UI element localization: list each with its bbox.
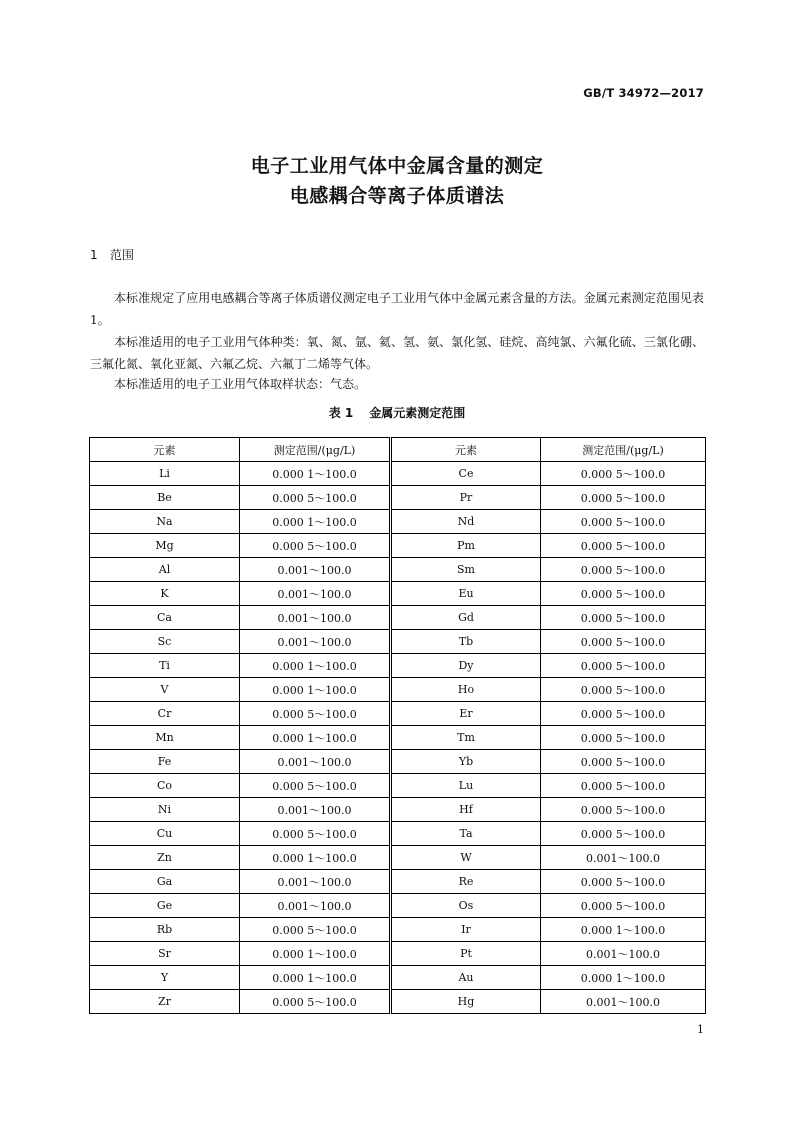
cell-range-left: 0.000 1～100.0	[240, 942, 391, 966]
cell-element-right: Dy	[391, 654, 541, 678]
cell-element-right: Lu	[391, 774, 541, 798]
paragraph-sampling-state: 本标准适用的电子工业用气体取样状态：气态。	[114, 377, 367, 391]
header-element-right: 元素	[391, 438, 541, 462]
cell-element-left: Ga	[90, 870, 240, 894]
cell-range-right: 0.000 5～100.0	[541, 486, 706, 510]
cell-range-left: 0.001～100.0	[240, 750, 391, 774]
cell-element-right: Pt	[391, 942, 541, 966]
table-row	[90, 750, 706, 774]
cell-element-left: Al	[90, 558, 240, 582]
table-row	[90, 558, 706, 582]
cell-range-left: 0.000 5～100.0	[240, 486, 391, 510]
cell-range-left: 0.001～100.0	[240, 870, 391, 894]
cell-element-left: Ti	[90, 654, 240, 678]
cell-element-right: Au	[391, 966, 541, 990]
cell-range-left: 0.000 5～100.0	[240, 918, 391, 942]
cell-range-left: 0.000 5～100.0	[240, 534, 391, 558]
cell-element-left: V	[90, 678, 240, 702]
table-row	[90, 486, 706, 510]
table-row	[90, 966, 706, 990]
cell-element-left: Sc	[90, 630, 240, 654]
cell-element-left: Na	[90, 510, 240, 534]
header-element-left: 元素	[90, 438, 240, 462]
cell-element-right: Ta	[391, 822, 541, 846]
cell-range-left: 0.001～100.0	[240, 582, 391, 606]
table-row	[90, 678, 706, 702]
cell-range-left: 0.001～100.0	[240, 798, 391, 822]
cell-range-right: 0.000 5～100.0	[541, 654, 706, 678]
table-title: 金属元素测定范围	[369, 406, 466, 420]
document-title-line1: 电子工业用气体中金属含量的测定	[250, 155, 544, 177]
standard-code: GB/T 34972—2017	[583, 86, 704, 100]
document-title-line2: 电感耦合等离子体质谱法	[289, 185, 505, 207]
cell-range-right: 0.001～100.0	[541, 990, 706, 1014]
cell-range-right: 0.000 5～100.0	[541, 606, 706, 630]
cell-element-right: Ho	[391, 678, 541, 702]
cell-range-right: 0.000 1～100.0	[541, 918, 706, 942]
cell-range-left: 0.000 1～100.0	[240, 654, 391, 678]
cell-range-right: 0.000 5～100.0	[541, 678, 706, 702]
table-row	[90, 990, 706, 1014]
cell-element-left: Fe	[90, 750, 240, 774]
cell-element-right: Sm	[391, 558, 541, 582]
cell-element-right: Os	[391, 894, 541, 918]
cell-element-right: Re	[391, 870, 541, 894]
cell-range-left: 0.000 5～100.0	[240, 774, 391, 798]
cell-range-left: 0.000 1～100.0	[240, 846, 391, 870]
table-row	[90, 918, 706, 942]
section-title: 范围	[110, 248, 135, 262]
table-row	[90, 726, 706, 750]
cell-element-left: Li	[90, 462, 240, 486]
table-row	[90, 702, 706, 726]
cell-element-right: Eu	[391, 582, 541, 606]
table-row	[90, 630, 706, 654]
table-row	[90, 606, 706, 630]
cell-range-left: 0.001～100.0	[240, 630, 391, 654]
cell-element-left: Y	[90, 966, 240, 990]
cell-range-left: 0.000 5～100.0	[240, 990, 391, 1014]
cell-element-left: Zr	[90, 990, 240, 1014]
cell-element-right: Ce	[391, 462, 541, 486]
cell-range-right: 0.000 5～100.0	[541, 558, 706, 582]
cell-range-left: 0.001～100.0	[240, 558, 391, 582]
header-range-right: 测定范围/(μg/L)	[541, 438, 706, 462]
cell-element-right: Yb	[391, 750, 541, 774]
cell-range-right: 0.000 5～100.0	[541, 750, 706, 774]
table-row	[90, 942, 706, 966]
element-range-table	[89, 437, 706, 1014]
cell-range-left: 0.000 1～100.0	[240, 462, 391, 486]
cell-element-left: Rb	[90, 918, 240, 942]
cell-range-right: 0.000 5～100.0	[541, 798, 706, 822]
cell-element-left: Cr	[90, 702, 240, 726]
cell-range-left: 0.000 5～100.0	[240, 822, 391, 846]
cell-range-right: 0.000 5～100.0	[541, 582, 706, 606]
cell-element-left: Sr	[90, 942, 240, 966]
table-caption	[0, 404, 794, 421]
page-number: 1	[697, 1023, 704, 1036]
cell-element-left: Cu	[90, 822, 240, 846]
cell-element-right: Tb	[391, 630, 541, 654]
cell-range-right: 0.000 5～100.0	[541, 774, 706, 798]
table-row	[90, 462, 706, 486]
cell-range-right: 0.000 1～100.0	[541, 966, 706, 990]
cell-range-left: 0.001～100.0	[240, 894, 391, 918]
header-range-left: 测定范围/(μg/L)	[240, 438, 391, 462]
cell-element-left: Ni	[90, 798, 240, 822]
cell-range-left: 0.000 1～100.0	[240, 966, 391, 990]
cell-range-right: 0.000 5～100.0	[541, 822, 706, 846]
cell-range-right: 0.000 5～100.0	[541, 894, 706, 918]
cell-range-right: 0.001～100.0	[541, 846, 706, 870]
cell-element-right: Er	[391, 702, 541, 726]
paragraph-scope: 本标准规定了应用电感耦合等离子体质谱仪测定电子工业用气体中金属元素含量的方法。金属元素测定范围见表1。	[90, 291, 704, 327]
table-row	[90, 654, 706, 678]
cell-element-right: Pr	[391, 486, 541, 510]
cell-element-left: Mg	[90, 534, 240, 558]
cell-range-right: 0.000 5～100.0	[541, 870, 706, 894]
paragraph-gas-types: 本标准适用的电子工业用气体种类：氧、氮、氩、氦、氢、氨、氯化氢、硅烷、高纯氯、六氟化硫、三氯化硼、三氟化氮、氧化亚氮、六氟乙烷、六氟丁二烯等气体。	[90, 335, 704, 371]
table-row	[90, 534, 706, 558]
cell-element-left: Ge	[90, 894, 240, 918]
table-number: 表 1	[328, 406, 354, 420]
table-header-row	[90, 438, 706, 462]
cell-element-left: Ca	[90, 606, 240, 630]
table-row	[90, 894, 706, 918]
cell-element-right: Hg	[391, 990, 541, 1014]
cell-range-right: 0.000 5～100.0	[541, 702, 706, 726]
cell-range-right: 0.000 5～100.0	[541, 534, 706, 558]
cell-range-right: 0.000 5～100.0	[541, 462, 706, 486]
cell-element-left: Co	[90, 774, 240, 798]
cell-element-right: Hf	[391, 798, 541, 822]
table-row	[90, 846, 706, 870]
cell-range-left: 0.001～100.0	[240, 606, 391, 630]
section-number: 1	[90, 248, 98, 262]
table-row	[90, 870, 706, 894]
cell-element-left: Mn	[90, 726, 240, 750]
cell-range-right: 0.000 5～100.0	[541, 630, 706, 654]
cell-range-left: 0.000 1～100.0	[240, 510, 391, 534]
table-row	[90, 774, 706, 798]
cell-range-left: 0.000 1～100.0	[240, 726, 391, 750]
cell-element-right: Nd	[391, 510, 541, 534]
cell-element-left: Be	[90, 486, 240, 510]
cell-element-right: W	[391, 846, 541, 870]
cell-element-right: Gd	[391, 606, 541, 630]
table-row	[90, 822, 706, 846]
cell-element-right: Tm	[391, 726, 541, 750]
cell-element-left: K	[90, 582, 240, 606]
table-row	[90, 510, 706, 534]
cell-element-right: Pm	[391, 534, 541, 558]
cell-range-left: 0.000 5～100.0	[240, 702, 391, 726]
cell-range-left: 0.000 1～100.0	[240, 678, 391, 702]
table-row	[90, 582, 706, 606]
cell-range-right: 0.001～100.0	[541, 942, 706, 966]
section-heading	[90, 246, 134, 263]
table-row	[90, 798, 706, 822]
cell-element-right: Ir	[391, 918, 541, 942]
cell-range-right: 0.000 5～100.0	[541, 510, 706, 534]
cell-range-right: 0.000 5～100.0	[541, 726, 706, 750]
cell-element-left: Zn	[90, 846, 240, 870]
